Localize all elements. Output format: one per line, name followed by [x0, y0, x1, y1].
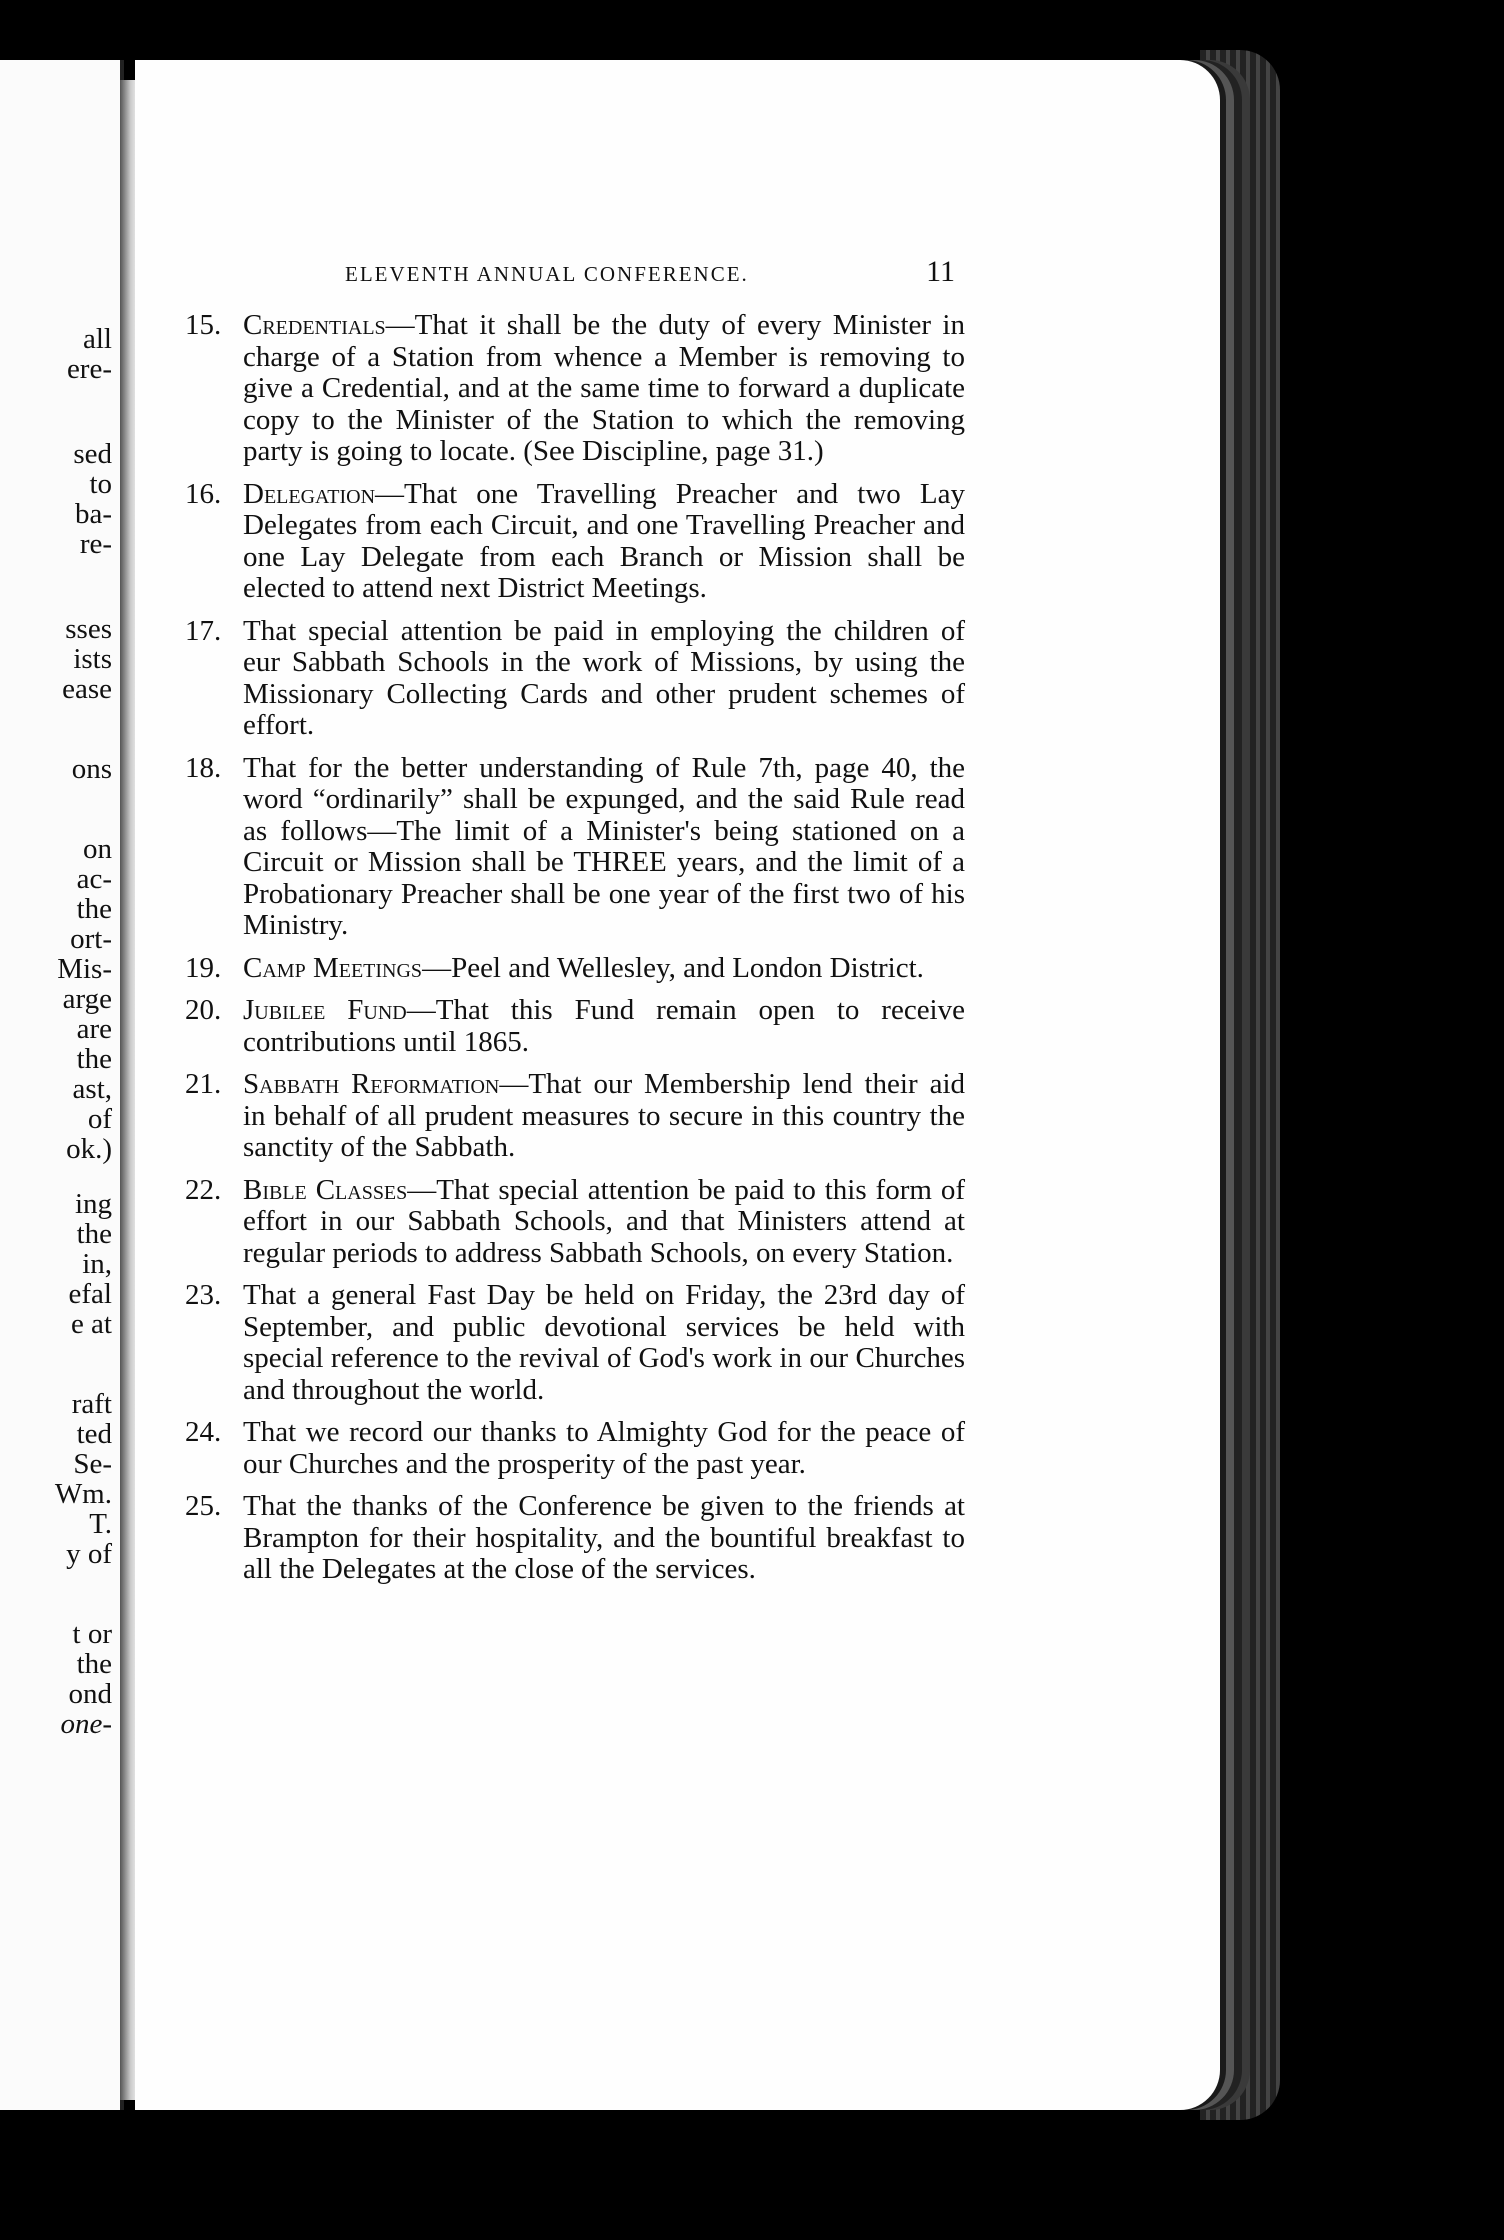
resolution-number: 22.	[185, 1173, 222, 1206]
resolution-body: That special attention be paid in employing the children of eur Sabbath Schools in the work of Missions, by using the Missionary Collecting Cards and other prudent schemes of effort.	[243, 614, 965, 741]
resolution-heading: Jubilee Fund	[243, 994, 407, 1026]
resolution-number: 19.	[185, 951, 222, 984]
left-page-fragment: t or	[72, 1618, 112, 1650]
left-page-fragment: the	[76, 1648, 112, 1680]
left-page-fragment: Se-	[73, 1448, 112, 1480]
left-page-fragment: ere-	[66, 353, 112, 385]
left-page-fragment: all	[83, 323, 112, 355]
resolution-heading: Delegation	[243, 477, 376, 510]
running-head: ELEVENTH ANNUAL CONFERENCE.	[345, 262, 749, 286]
resolution-item	[185, 479, 965, 605]
left-page-fragment: re-	[79, 528, 112, 560]
resolution-number: 24.	[185, 1416, 222, 1448]
resolution-body: —That our Membership lend their aid in behalf of all prudent measures to secure in this country the sanctity of the Sabbath.	[243, 1068, 965, 1163]
resolution-item	[185, 995, 965, 1058]
resolution-text	[243, 995, 965, 1058]
left-page-fragment: ists	[73, 643, 112, 675]
resolution-number: 21.	[185, 1068, 222, 1100]
resolution-number: 16.	[185, 477, 222, 510]
left-page-fragment: sed	[73, 438, 112, 470]
left-page-fragment: are	[76, 1013, 112, 1045]
left-page-fragment: ond	[68, 1678, 112, 1710]
resolution-heading: Camp Meetings	[243, 951, 423, 984]
left-page-fragment: T.	[89, 1508, 112, 1540]
resolution-item	[185, 1491, 965, 1586]
resolution-text	[243, 1280, 965, 1406]
resolution-body: That we record our thanks to Almighty God for the peace of our Churches and the prosperity of the past year.	[243, 1416, 965, 1480]
resolution-item	[185, 953, 965, 985]
resolution-heading: Bible Classes	[243, 1173, 408, 1206]
resolution-number: 25.	[185, 1490, 222, 1522]
resolution-item	[185, 616, 965, 742]
resolution-body: That the thanks of the Conference be given to the friends at Brampton for their hospitality, and the bountiful breakfast to all the Delegates at the close of the services.	[243, 1490, 965, 1585]
resolution-text	[243, 616, 965, 742]
resolution-number: 20.	[185, 994, 222, 1026]
left-page-fragment: ac-	[76, 863, 112, 895]
left-page-fragment: Mis-	[57, 953, 112, 985]
left-page-fragment: raft	[71, 1388, 112, 1420]
left-page-fragment: the	[76, 1043, 112, 1075]
resolution-item	[185, 1069, 965, 1164]
resolution-text	[243, 479, 965, 605]
resolution-text	[243, 753, 965, 942]
resolution-item	[185, 1280, 965, 1406]
resolution-body: —That special attention be paid to this form of effort in our Sabbath Schools, and that Ministers attend at regular periods to address Sabbath Schools, on every Station.	[243, 1173, 965, 1269]
resolution-list	[185, 310, 965, 1597]
page-number: 11	[926, 255, 955, 288]
left-page-fragment: e at	[70, 1308, 112, 1340]
resolution-body: —Peel and Wellesley, and London District.	[422, 951, 924, 984]
resolution-body: —That it shall be the duty of every Minister in charge of a Station from whence a Member is removing to give a Credential, and at the same time to forward a duplicate copy to the Minister of the Station to which the removing party is going to locate. (See Discipline, page 31.)	[243, 309, 965, 467]
left-page-fragment: y of	[66, 1538, 112, 1570]
left-page-fragment: ast,	[72, 1073, 112, 1105]
resolution-text	[243, 1069, 965, 1164]
resolution-item	[185, 1175, 965, 1270]
resolution-number: 15.	[185, 309, 222, 341]
left-page-fragment: the	[76, 1218, 112, 1250]
left-page-fragment: the	[76, 893, 112, 925]
left-page-fragment: to	[89, 468, 112, 500]
resolution-body: That a general Fast Day be held on Friday, the 23rd day of September, and public devotional services be held with special reference to the revival of God's work in our Churches and throughout the world.	[243, 1279, 965, 1406]
left-page-fragment: in,	[82, 1248, 112, 1280]
left-page-fragment: efal	[68, 1278, 112, 1310]
resolution-body: —That one Travelling Preacher and two Lay Delegates from each Circuit, and one Travelling Preacher and one Lay Delegate from each Branch or Mission shall be elected to attend next District Meetings.	[243, 477, 965, 604]
resolution-heading: Sabbath Reformation	[243, 1068, 500, 1100]
resolution-text	[243, 953, 965, 985]
left-page-fragment: one-	[60, 1708, 112, 1740]
resolution-number: 17.	[185, 614, 222, 647]
left-page-fragment: Wm.	[54, 1478, 112, 1510]
left-page-fragment: sses	[65, 613, 112, 645]
resolution-item	[185, 310, 965, 468]
left-page-fragment: of	[87, 1103, 112, 1135]
resolution-text	[243, 1175, 965, 1270]
resolution-number: 23.	[185, 1279, 222, 1311]
left-page-fragment: ort-	[70, 923, 112, 955]
resolution-text	[243, 1491, 965, 1586]
resolution-item	[185, 753, 965, 942]
resolution-text	[243, 1417, 965, 1480]
resolution-text	[243, 310, 965, 468]
left-page-fragment: ok.)	[66, 1133, 112, 1165]
left-page-fragment: ing	[74, 1188, 112, 1220]
resolution-number: 18.	[185, 751, 222, 784]
left-page-fragment: ba-	[74, 498, 112, 530]
resolution-body: —That this Fund remain open to receive contributions until 1865.	[243, 994, 965, 1058]
left-page-fragment: arge	[62, 983, 112, 1015]
page-header	[345, 255, 955, 289]
left-page-edge	[0, 60, 124, 2110]
left-page-fragment: ons	[71, 753, 112, 785]
left-page-fragment: ted	[76, 1418, 112, 1450]
resolution-body: That for the better understanding of Rule 7th, page 40, the word “ordinarily” shall be expunged, and the said Rule read as follows—The limit of a Minister's being stationed on a Circuit or Mission shall be THREE years, and the limit of a Probationary Preacher shall be one year of the first two of his Ministry.	[243, 751, 965, 941]
resolution-heading: Credentials	[243, 309, 386, 341]
resolution-item	[185, 1417, 965, 1480]
left-page-fragment: on	[83, 833, 112, 865]
left-page-fragment: ease	[62, 673, 112, 705]
